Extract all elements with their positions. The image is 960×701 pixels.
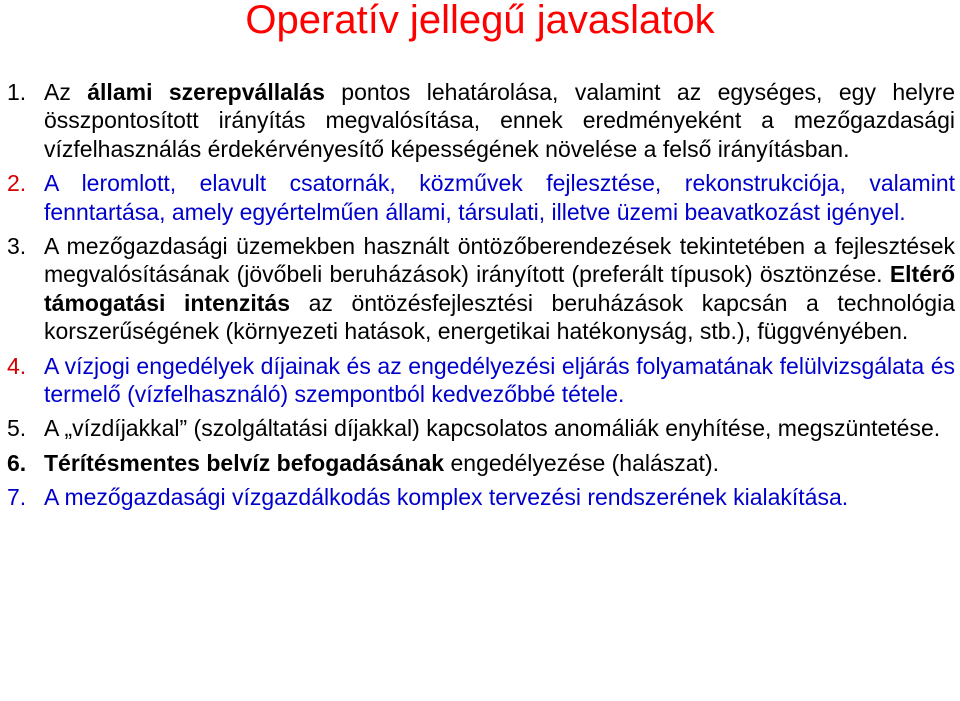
item-number: 2. <box>7 170 27 197</box>
item-text <box>44 232 955 346</box>
item-number: 7. <box>7 484 27 511</box>
item-number: 4. <box>7 352 27 379</box>
item-text: A mezőgazdasági vízgazdálkodás komplex tervezési rendszerének kialakítása. <box>44 484 849 511</box>
proposal-list <box>5 78 955 518</box>
list-item-1 <box>5 78 955 163</box>
item-number: 1. <box>7 79 27 105</box>
list-item-4 <box>5 352 955 409</box>
item-text-bold: Térítésmentes belvíz befogadásának <box>44 449 445 476</box>
list-item-2 <box>5 169 955 226</box>
page-title: Operatív jellegű javaslatok <box>245 0 715 42</box>
list-item-5 <box>5 414 955 442</box>
item-text-part: A mezőgazdasági üzemekben használt öntözőberendezések tekintetében a fejlesztések megvalósításának (jövőbeli beruházások) irányított (preferált típusok) ösztönzése. <box>44 233 955 288</box>
item-text: A „vízdíjakkal” (szolgáltatási díjakkal) kapcsolatos anomáliák enyhítése, megszüntetése. <box>44 415 941 442</box>
list-item-3 <box>5 232 955 346</box>
item-text: A vízjogi engedélyek díjainak és az engedélyezési eljárás folyamatának felülvizsgálata és termelő (vízfelhasználó) szempontból kedvezőbbé tétele. <box>44 352 955 408</box>
list-item-6 <box>5 449 955 477</box>
item-text <box>44 78 955 163</box>
item-text: A leromlott, elavult csatornák, közművek fejlesztése, rekonstrukciója, valamint fenntartása, amely egyértelműen állami, társulati, illetve üzemi beavatkozást igényel. <box>44 170 955 225</box>
item-text-part: engedélyezése (halászat). <box>444 449 719 476</box>
item-number: 6. <box>7 449 27 476</box>
item-text-bold: állami szerepvállalás <box>87 79 325 105</box>
item-text-bold: Eltérő támogatási intenzitás <box>44 261 955 316</box>
item-text-part: Az <box>44 79 88 105</box>
item-text <box>44 449 955 477</box>
item-text-part: pontos lehatárolása, valamint az egységes, egy helyre összpontosított irányítás megvalósítása, ennek eredményeként a mezőgazdasági vízfelhasználás érdekérvényesítő képességének növelése a felső irányításban. <box>44 79 955 162</box>
item-number: 3. <box>7 233 27 260</box>
list-item-7 <box>5 483 955 511</box>
item-text-part: az öntözésfejlesztési beruházások kapcsán a technológia korszerűségének (környezeti hatások, energetikai hatékonyság, stb.), függvényében. <box>44 289 955 345</box>
item-number: 5. <box>7 415 27 442</box>
